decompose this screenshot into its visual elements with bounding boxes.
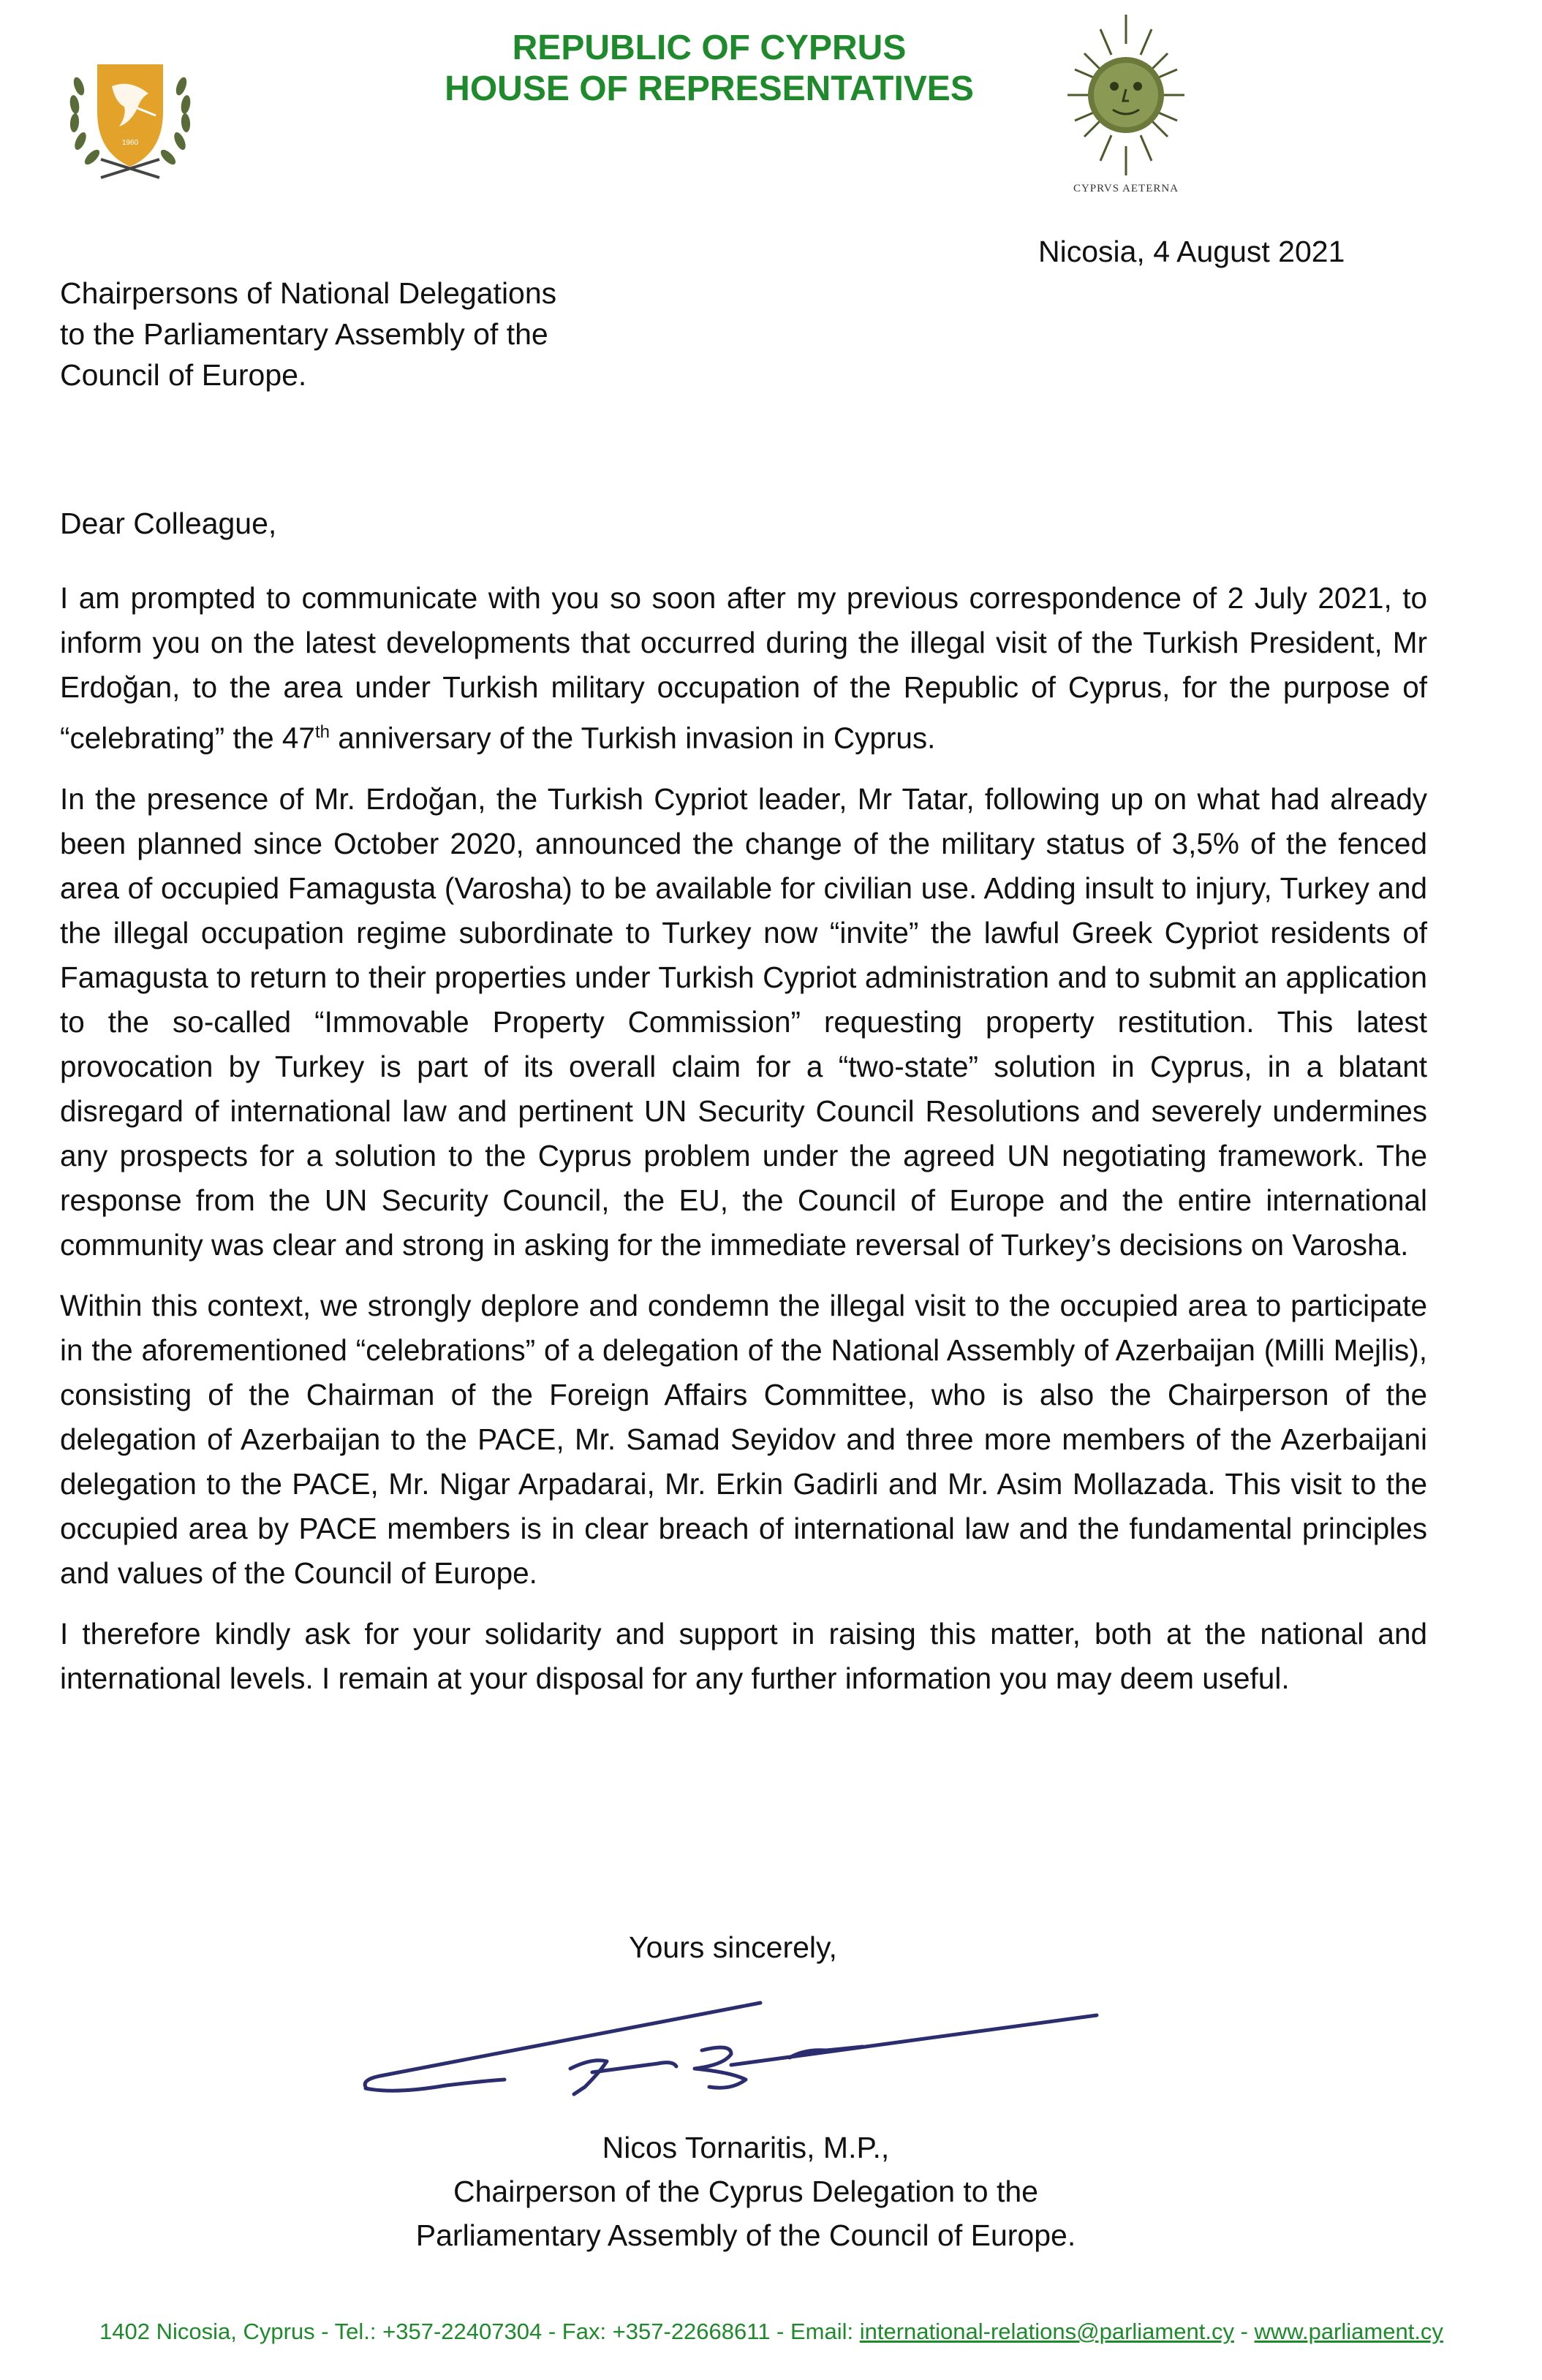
letter-date: Nicosia, 4 August 2021 [1038,235,1345,268]
emblem-caption: CYPRVS AETERNA [1073,183,1179,194]
recipient-line: to the Parliamentary Assembly of the [60,317,548,351]
closing: Yours sincerely, [629,1930,837,1964]
signatory-name: Nicos Tornaritis, M.P., [602,2131,890,2164]
cyprus-coat-of-arms-icon [57,42,203,189]
email-link[interactable]: international-relations@parliament.cy [859,2319,1234,2344]
body-paragraph-2: In the presence of Mr. Erdoğan, the Turkish Cypriot leader, Mr Tatar, following up on what had already been planned since October 2020, announced the change of the military status of 3,5% of the fenced area of occupied Famagusta (Varosha) to be available for civilian use. Adding insult to injury, Turkey and the illegal occupation regime subordinate to Turkey now “invite” the lawful Greek Cypriot residents of Famagusta to return to their properties under Turkish Cypriot administration and to submit an application to the so-called “Immovable Property Commission” requesting property restitution. This latest provocation by Turkey is part of its overall claim for a “two-state” solution in Cyprus, in a blatant disregard of international law and pertinent UN Security Council Resolutions and severely undermines any prospects for a solution to the Cyprus problem under the agreed UN negotiating framework. The response from the UN Security Council, the EU, the Council of Europe and the entire international community was clear and strong in asking for the immediate reversal of Turkey’s decisions on Varosha. [60,781,1427,1262]
letterhead-title-line1: REPUBLIC OF CYPRUS [512,29,907,67]
letterhead [0,0,1542,212]
recipient-address [60,273,556,395]
paragraph-text: anniversary of the Turkish invasion in Cyprus. [329,721,936,755]
body-paragraph-3: Within this context, we strongly deplore and condemn the illegal visit to the occupied area to participate in the aforementioned “celebrations” of a delegation of the National Assembly of Azerbaijan (Milli Mejlis), consisting of the Chairman of the Foreign Affairs Committee, who is also the Chairperson of the delegation of Azerbaijan to the PACE, Mr. Samad Seyidov and three more members of the Azerbaijani delegation to the PACE, Mr. Nigar Arpadarai, Mr. Erkin Gadirli and Mr. Asim Mollazada. This visit to the occupied area by PACE members is in clear breach of international law and the fundamental principles and values of the Council of Europe. [60,1288,1427,1590]
svg-text:1960: 1960 [121,139,139,147]
signatory-block [307,2126,1184,2257]
body-paragraph-1 [60,576,1427,761]
salutation: Dear Colleague, [60,507,277,540]
ordinal-superscript: th [314,722,330,742]
recipient-line: Chairpersons of National Delegations [60,276,557,310]
signatory-title: Parliamentary Assembly of the Council of Europe. [415,2218,1076,2252]
cyprus-sun-emblem-icon [1046,0,1206,205]
recipient-line: Council of Europe. [60,358,307,392]
footer-address: 1402 Nicosia, Cyprus - Tel.: +357-22407304 - Fax: +357-22668611 - Email: [99,2319,860,2344]
signatory-title: Chairperson of the Cyprus Delegation to the [453,2175,1038,2208]
letterhead-title-line2: HOUSE OF REPRESENTATIVES [445,69,974,108]
handwritten-signature [351,1963,1141,2123]
body-paragraph-4: I therefore kindly ask for your solidarity and support in raising this matter, both at the national and international levels. I remain at your disposal for any further information you may deem useful. [60,1616,1427,1695]
footer-separator: - [1233,2319,1255,2344]
paragraph-text: I am prompted to communicate with you so soon after my previous correspondence of 2 July 2021, to inform you on the latest developments that occurred during the illegal visit of the Turkish President, Mr Erdoğan, to the area under Turkish military occupation of the Republic of Cyprus, for the purpose of “celebrating” the 47 [60,581,1427,755]
website-link[interactable]: www.parliament.cy [1254,2319,1443,2344]
letter-body [60,576,1427,1717]
footer-contact [22,2319,1521,2345]
